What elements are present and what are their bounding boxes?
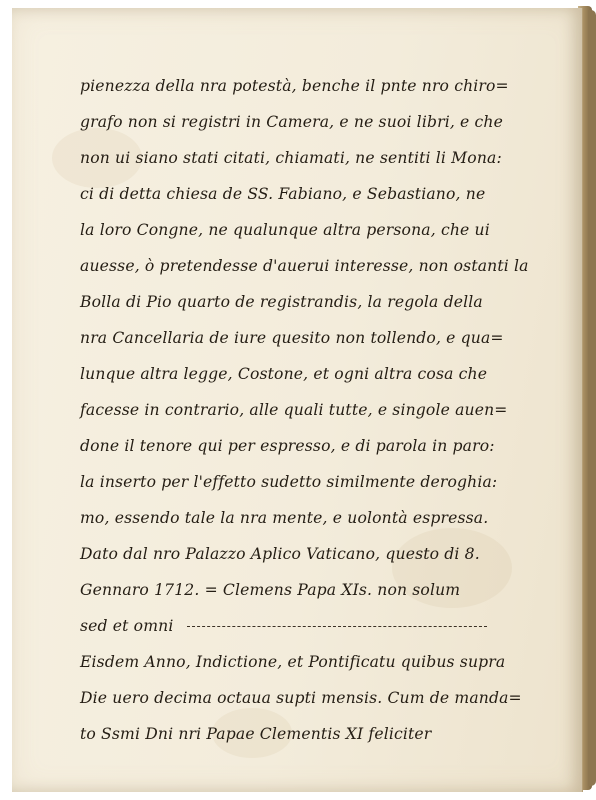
text-line-6: auesse, ò pretendesse d'auerui interesse, non ostanti la (80, 257, 529, 275)
page-edges-back-outer (588, 10, 596, 786)
text-line-8: nra Cancellaria de iure quesito non tollendo, e qua= (80, 329, 504, 347)
text-line-5: la loro Congne, ne qualunque altra persona, che ui (80, 221, 490, 239)
text-line-14: Dato dal nro Palazzo Aplico Vaticano, questo di 8. (80, 545, 480, 563)
text-line-19: to Ssmi Dni nri Papae Clementis XI feliciter (80, 725, 432, 743)
filler-dashes (187, 626, 487, 628)
text-line-12: la inserto per l'effetto sudetto similmente deroghia: (80, 473, 498, 491)
text-line-16-text: sed et omni (80, 617, 174, 635)
text-line-17: Eisdem Anno, Indictione, et Pontificatu quibus supra (80, 653, 506, 671)
text-line-15: Gennaro 1712. = Clemens Papa XIs. non solum (80, 581, 461, 599)
manuscript-text (80, 68, 550, 752)
text-line-10: facesse in contrario, alle quali tutte, e singole auen= (80, 401, 508, 419)
text-line-1: pienezza della nra potestà, benche il pnte nro chiro= (80, 77, 509, 95)
text-line-4: ci di detta chiesa de SS. Fabiano, e Sebastiano, ne (80, 185, 486, 203)
text-line-7: Bolla di Pio quarto de registrandis, la regola della (80, 293, 483, 311)
text-line-3: non ui siano stati citati, chiamati, ne sentiti li Mona: (80, 149, 502, 167)
text-line-16 (80, 608, 550, 644)
text-line-11: done il tenore qui per espresso, e di parola in paro: (80, 437, 495, 455)
text-line-13: mo, essendo tale la nra mente, e uolontà espressa. (80, 509, 489, 527)
manuscript-page (12, 8, 583, 792)
text-line-9: lunque altra legge, Costone, et ogni altra cosa che (80, 365, 488, 383)
text-line-2: grafo non si registri in Camera, e ne suoi libri, e che (80, 113, 503, 131)
text-line-18: Die uero decima octaua supti mensis. Cum de manda= (80, 689, 522, 707)
